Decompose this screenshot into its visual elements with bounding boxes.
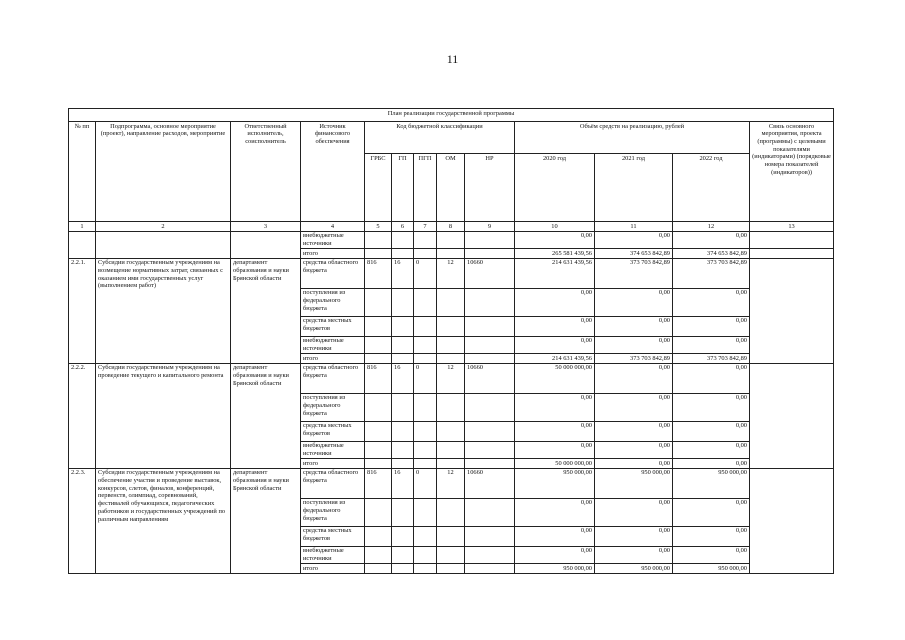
cell-2020: 950 000,00 xyxy=(515,564,595,574)
column-number: 11 xyxy=(595,222,673,232)
cell-2022: 0,00 xyxy=(673,526,750,546)
cell-source: итого xyxy=(301,459,365,469)
cell-2020: 214 631 439,56 xyxy=(515,258,595,288)
cell-om: 12 xyxy=(437,258,465,288)
cell-code xyxy=(437,441,465,458)
cell-code xyxy=(414,316,437,336)
cell-code xyxy=(392,231,414,248)
cell-2022: 0,00 xyxy=(673,288,750,316)
page-number: 11 xyxy=(446,52,459,66)
cell-code xyxy=(465,393,515,421)
cell-code xyxy=(414,393,437,421)
program-plan-table xyxy=(68,108,834,574)
cell-code xyxy=(437,546,465,563)
cell-code xyxy=(365,564,392,574)
cell-code xyxy=(365,526,392,546)
header-source: Источник финансового обеспечения xyxy=(301,122,365,222)
cell-source: внебюджетные источники xyxy=(301,336,365,353)
header-amount: Объём средств на реализацию, рублей xyxy=(515,122,750,154)
cell-executor: департамент образования и науки Брянской области xyxy=(231,363,301,468)
table-title: План реализации государственной программы xyxy=(69,109,834,122)
cell-source: внебюджетные источники xyxy=(301,546,365,563)
table-row xyxy=(69,258,834,288)
header-om: ОМ xyxy=(437,154,465,222)
column-number: 1 xyxy=(69,222,96,232)
cell-code xyxy=(437,336,465,353)
cell-no xyxy=(69,231,96,258)
cell-source: внебюджетные источники xyxy=(301,441,365,458)
cell-2022: 373 703 842,89 xyxy=(673,354,750,364)
cell-code xyxy=(437,459,465,469)
cell-source: средства областного бюджета xyxy=(301,363,365,393)
cell-code xyxy=(365,316,392,336)
cell-2021: 0,00 xyxy=(595,546,673,563)
cell-no: 2.2.2. xyxy=(69,363,96,468)
cell-2020: 0,00 xyxy=(515,231,595,248)
cell-code xyxy=(437,249,465,259)
cell-code xyxy=(465,526,515,546)
column-number: 12 xyxy=(673,222,750,232)
cell-2021: 0,00 xyxy=(595,421,673,441)
column-number: 5 xyxy=(365,222,392,232)
header-gp: ГП xyxy=(392,154,414,222)
cell-code xyxy=(437,564,465,574)
cell-code xyxy=(392,526,414,546)
cell-om: 12 xyxy=(437,468,465,498)
cell-code xyxy=(392,421,414,441)
cell-2020: 214 631 439,56 xyxy=(515,354,595,364)
cell-2021: 0,00 xyxy=(595,336,673,353)
cell-gp: 16 xyxy=(392,258,414,288)
cell-source: средства местных бюджетов xyxy=(301,526,365,546)
cell-executor: департамент образования и науки Брянской области xyxy=(231,258,301,363)
cell-2021: 0,00 xyxy=(595,498,673,526)
header-no: № пп xyxy=(69,122,96,222)
cell-code xyxy=(365,288,392,316)
cell-2021: 373 703 842,89 xyxy=(595,258,673,288)
cell-code xyxy=(392,546,414,563)
cell-code xyxy=(414,249,437,259)
cell-code xyxy=(392,249,414,259)
column-number: 9 xyxy=(465,222,515,232)
cell-code xyxy=(365,546,392,563)
cell-code xyxy=(437,354,465,364)
cell-link xyxy=(750,363,834,468)
cell-code xyxy=(365,393,392,421)
cell-source: итого xyxy=(301,249,365,259)
cell-code xyxy=(465,336,515,353)
cell-no: 2.2.1. xyxy=(69,258,96,363)
cell-2021: 950 000,00 xyxy=(595,564,673,574)
cell-2021: 0,00 xyxy=(595,231,673,248)
header-2021: 2021 год xyxy=(595,154,673,222)
cell-code xyxy=(365,354,392,364)
cell-source: средства местных бюджетов xyxy=(301,421,365,441)
cell-code xyxy=(392,336,414,353)
cell-source: поступления из федерального бюджета xyxy=(301,498,365,526)
cell-2022: 0,00 xyxy=(673,393,750,421)
cell-code xyxy=(365,459,392,469)
cell-2020: 0,00 xyxy=(515,336,595,353)
cell-2022: 950 000,00 xyxy=(673,468,750,498)
cell-gp: 16 xyxy=(392,363,414,393)
cell-2022: 0,00 xyxy=(673,316,750,336)
cell-code xyxy=(414,441,437,458)
cell-code xyxy=(437,421,465,441)
cell-code xyxy=(392,441,414,458)
cell-2021: 374 653 842,89 xyxy=(595,249,673,259)
column-numbers-row xyxy=(69,222,834,232)
cell-2021: 0,00 xyxy=(595,459,673,469)
header-link: Связь основного мероприятия, проекта (программы) с целевыми показателями (индикаторами) (порядковые номера показателей (индикаторов)) xyxy=(750,122,834,222)
column-number: 6 xyxy=(392,222,414,232)
cell-code xyxy=(392,498,414,526)
cell-code xyxy=(465,459,515,469)
cell-code xyxy=(465,316,515,336)
cell-2022: 373 703 842,89 xyxy=(673,258,750,288)
cell-2020: 0,00 xyxy=(515,526,595,546)
header-program: Подпрограмма, основное мероприятие (проект), направление расходов, мероприятие xyxy=(96,122,231,222)
cell-pgp: 0 xyxy=(414,258,437,288)
cell-source: средства местных бюджетов xyxy=(301,316,365,336)
cell-2021: 0,00 xyxy=(595,363,673,393)
cell-code xyxy=(465,441,515,458)
cell-code xyxy=(414,546,437,563)
cell-grbs: 816 xyxy=(365,468,392,498)
cell-code xyxy=(465,354,515,364)
cell-code xyxy=(465,249,515,259)
table-row xyxy=(69,363,834,393)
cell-code xyxy=(437,231,465,248)
column-number: 13 xyxy=(750,222,834,232)
cell-2020: 0,00 xyxy=(515,441,595,458)
cell-2022: 0,00 xyxy=(673,336,750,353)
cell-code xyxy=(365,336,392,353)
cell-source: средства областного бюджета xyxy=(301,468,365,498)
cell-np: 10660 xyxy=(465,468,515,498)
cell-code xyxy=(392,288,414,316)
cell-2021: 0,00 xyxy=(595,316,673,336)
table-row xyxy=(69,468,834,498)
cell-program: Субсидии государственным учреждениям на возмещение нормативных затрат, связанных с оказанием ими государственных услуг (выполнением работ) xyxy=(96,258,231,363)
column-number: 8 xyxy=(437,222,465,232)
cell-code xyxy=(437,498,465,526)
cell-program: Субсидии государственным учреждениям на обеспечение участия и проведение выставок, конкурсов, слетов, финалов, конференций, первенств, олимпиад, соревнований, фестивалей обучающихся, педагогических работников и государственных учреждений по различным направлениям xyxy=(96,468,231,573)
cell-2021: 0,00 xyxy=(595,288,673,316)
cell-source: поступления из федерального бюджета xyxy=(301,288,365,316)
cell-2022: 0,00 xyxy=(673,363,750,393)
cell-2022: 0,00 xyxy=(673,546,750,563)
cell-2020: 50 000 000,00 xyxy=(515,363,595,393)
cell-2022: 374 653 842,89 xyxy=(673,249,750,259)
cell-program: Субсидии государственным учреждениям на проведение текущего и капитального ремонта xyxy=(96,363,231,468)
cell-2020: 0,00 xyxy=(515,498,595,526)
cell-source: итого xyxy=(301,564,365,574)
cell-2022: 0,00 xyxy=(673,421,750,441)
cell-2021: 0,00 xyxy=(595,393,673,421)
cell-code xyxy=(365,249,392,259)
cell-code xyxy=(465,498,515,526)
cell-2022: 0,00 xyxy=(673,231,750,248)
cell-2020: 265 581 439,56 xyxy=(515,249,595,259)
cell-2021: 0,00 xyxy=(595,441,673,458)
cell-2020: 0,00 xyxy=(515,546,595,563)
cell-link xyxy=(750,249,834,259)
header-np: НР xyxy=(465,154,515,222)
cell-2022: 0,00 xyxy=(673,441,750,458)
table-row xyxy=(69,231,834,248)
cell-np: 10660 xyxy=(465,363,515,393)
cell-code xyxy=(437,526,465,546)
cell-2021: 950 000,00 xyxy=(595,468,673,498)
cell-link xyxy=(750,258,834,363)
cell-source: поступления из федерального бюджета xyxy=(301,393,365,421)
cell-code xyxy=(392,564,414,574)
header-budget-code: Код бюджетной классификации xyxy=(365,122,515,154)
cell-2021: 0,00 xyxy=(595,526,673,546)
cell-code xyxy=(465,288,515,316)
cell-executor: департамент образования и науки Брянской области xyxy=(231,468,301,573)
column-number: 3 xyxy=(231,222,301,232)
cell-code xyxy=(437,288,465,316)
cell-gp: 16 xyxy=(392,468,414,498)
cell-code xyxy=(414,288,437,316)
cell-code xyxy=(465,421,515,441)
cell-grbs: 816 xyxy=(365,363,392,393)
cell-no: 2.2.3. xyxy=(69,468,96,573)
cell-code xyxy=(414,459,437,469)
cell-2020: 0,00 xyxy=(515,421,595,441)
cell-2020: 50 000 000,00 xyxy=(515,459,595,469)
cell-2020: 0,00 xyxy=(515,393,595,421)
cell-np: 10660 xyxy=(465,258,515,288)
cell-code xyxy=(365,421,392,441)
cell-code xyxy=(365,498,392,526)
cell-code xyxy=(437,393,465,421)
cell-code xyxy=(365,231,392,248)
cell-program xyxy=(96,231,231,258)
cell-code xyxy=(465,546,515,563)
cell-2020: 0,00 xyxy=(515,316,595,336)
cell-code xyxy=(414,498,437,526)
cell-code xyxy=(414,564,437,574)
cell-code xyxy=(414,354,437,364)
cell-link xyxy=(750,231,834,248)
cell-source: итого xyxy=(301,354,365,364)
cell-code xyxy=(465,564,515,574)
cell-2020: 0,00 xyxy=(515,288,595,316)
cell-link xyxy=(750,468,834,573)
cell-2020: 950 000,00 xyxy=(515,468,595,498)
header-2022: 2022 год xyxy=(673,154,750,222)
cell-source: внебюджетные источники xyxy=(301,231,365,248)
cell-2022: 0,00 xyxy=(673,459,750,469)
cell-code xyxy=(414,336,437,353)
header-2020: 2020 год xyxy=(515,154,595,222)
cell-code xyxy=(465,231,515,248)
cell-executor xyxy=(231,231,301,258)
cell-code xyxy=(392,393,414,421)
cell-2022: 0,00 xyxy=(673,498,750,526)
cell-om: 12 xyxy=(437,363,465,393)
cell-code xyxy=(414,526,437,546)
header-pgp: ПГП xyxy=(414,154,437,222)
cell-code xyxy=(437,316,465,336)
cell-pgp: 0 xyxy=(414,363,437,393)
cell-code xyxy=(414,231,437,248)
cell-grbs: 816 xyxy=(365,258,392,288)
cell-code xyxy=(365,441,392,458)
cell-2022: 950 000,00 xyxy=(673,564,750,574)
cell-code xyxy=(392,459,414,469)
cell-source: средства областного бюджета xyxy=(301,258,365,288)
column-number: 2 xyxy=(96,222,231,232)
cell-2021: 373 703 842,89 xyxy=(595,354,673,364)
column-number: 10 xyxy=(515,222,595,232)
column-number: 7 xyxy=(414,222,437,232)
cell-code xyxy=(392,354,414,364)
header-executor: Ответственный исполнитель, соисполнитель xyxy=(231,122,301,222)
cell-pgp: 0 xyxy=(414,468,437,498)
column-number: 4 xyxy=(301,222,365,232)
cell-code xyxy=(392,316,414,336)
header-grbs: ГРБС xyxy=(365,154,392,222)
cell-code xyxy=(414,421,437,441)
